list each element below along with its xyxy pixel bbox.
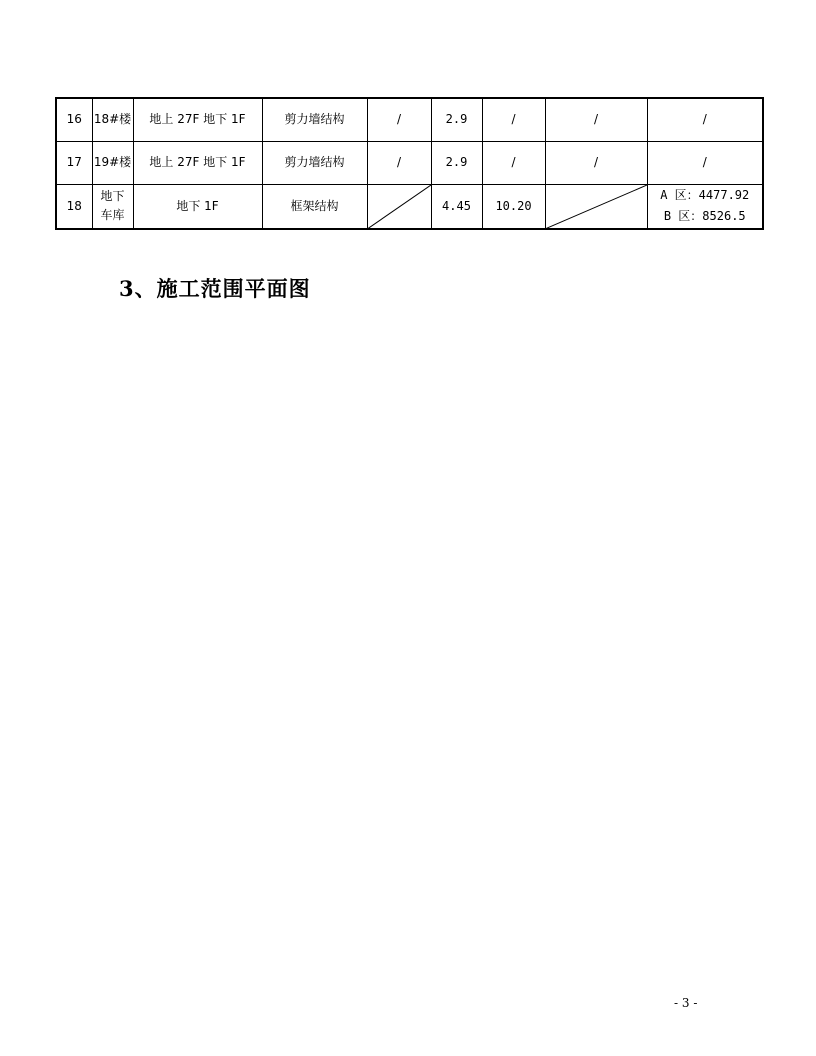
row-number: 17 [56, 141, 92, 184]
table-cell: / [367, 98, 431, 141]
building-name [92, 184, 133, 229]
area-cell [647, 184, 763, 229]
table-cell: 2.9 [431, 141, 482, 184]
area-a: A 区：4477.92 [660, 188, 750, 203]
diagonal-line [546, 185, 647, 229]
floor-count: 地上 27F 地下 1F [133, 98, 262, 141]
table-cell: / [367, 141, 431, 184]
table-cell: / [545, 141, 647, 184]
section-heading: 3、施工范围平面图 [119, 276, 311, 301]
table-row [56, 184, 763, 229]
table-cell: / [482, 141, 545, 184]
diagonal-empty-cell [367, 184, 431, 229]
page-number: - 3 - [674, 996, 698, 1010]
diagonal-line [368, 185, 431, 229]
floor-count: 地下 1F [133, 184, 262, 229]
diagonal-empty-cell [545, 184, 647, 229]
table-cell: / [647, 98, 763, 141]
building-name: 18#楼 [92, 98, 133, 141]
row-number: 18 [56, 184, 92, 229]
table-cell: / [545, 98, 647, 141]
table-cell: 4.45 [431, 184, 482, 229]
row-number: 16 [56, 98, 92, 141]
structure-type: 剪力墙结构 [262, 141, 367, 184]
table-cell: / [482, 98, 545, 141]
building-name: 19#楼 [92, 141, 133, 184]
building-name-line: 车库 [100, 208, 125, 223]
structure-type: 框架结构 [262, 184, 367, 229]
table-row [56, 98, 763, 141]
building-info-table [55, 97, 764, 230]
floor-count: 地上 27F 地下 1F [133, 141, 262, 184]
table-cell: 2.9 [431, 98, 482, 141]
building-name-line: 地下 [100, 189, 125, 204]
structure-type: 剪力墙结构 [262, 98, 367, 141]
area-b: B 区：8526.5 [663, 209, 746, 224]
table-cell: 10.20 [482, 184, 545, 229]
table-cell: / [647, 141, 763, 184]
table-row [56, 141, 763, 184]
